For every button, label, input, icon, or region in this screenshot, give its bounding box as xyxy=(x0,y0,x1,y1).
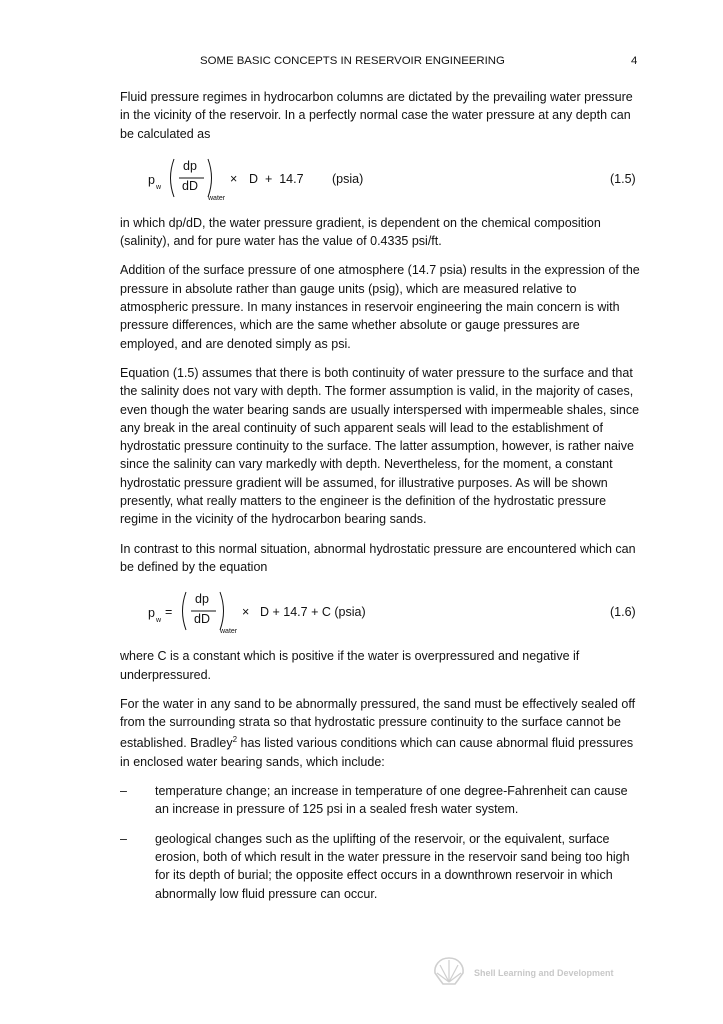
eq15-water-subscript: water xyxy=(208,194,226,202)
page-header xyxy=(0,55,723,71)
eq16-w-subscript: w xyxy=(156,617,162,625)
list-item-text: temperature change; an increase in temperature of one degree-Fahrenheit can cause an increase in pressure of 125 psi in a sealed fresh water system. xyxy=(155,784,628,817)
conditions-list xyxy=(120,782,640,903)
eq16-number: (1.6) xyxy=(610,605,636,620)
page-footer xyxy=(432,956,642,988)
paragraph-7-text: For the water in any sand to be abnormally pressured, the sand must be effectively sealed off from the surrounding strata so that hydrostatic pressure continuity to the surface cannot be established. Bradley xyxy=(120,696,636,751)
eq15-numerator: dp xyxy=(183,158,197,173)
paragraph-1: Fluid pressure regimes in hydrocarbon columns are dictated by the prevailing water pressure in the vicinity of the reservoir. In a perfectly normal case the water pressure at any depth can be calculated as xyxy=(120,90,633,141)
eq15-terms: D + 14.7 xyxy=(249,171,304,186)
list-dash: – xyxy=(120,784,127,799)
page-body xyxy=(120,88,640,914)
list-item xyxy=(120,782,640,819)
eq15-denominator: dD xyxy=(182,178,198,193)
eq15-p: p xyxy=(148,172,155,187)
eq15-times: × xyxy=(230,171,238,186)
eq15-w-subscript: w xyxy=(156,183,162,191)
eq16-equals: = xyxy=(165,605,173,620)
list-dash: – xyxy=(120,831,127,846)
eq15-unit: (psia) xyxy=(332,171,364,186)
paragraph-7 xyxy=(120,695,640,771)
eq16-water-subscript: water xyxy=(220,628,238,636)
paragraph-4: Equation (1.5) assumes that there is both continuity of water pressure to the surface and that the salinity does not vary with depth. The former assumption is valid, in the majority of cases, even though the water bearing sands are usually interspersed with impermeable shales, since any break in the areal continuity of such apparent seals will lead to the establishment of hydrostatic pressure continuity to the surface. The latter assumption, however, is rather naive since the salinity can vary markedly with depth. Nevertheless, for the moment, a constant hydrostatic pressure gradient will be assumed, for illustrative purposes. As will be shown presently, what really matters to the engineer is the definition of the hydrostatic pressure regime in the vicinity of the hydrocarbon bearing sands. xyxy=(120,365,640,527)
citation-superscript: 2 xyxy=(232,735,238,745)
eq15-number: (1.5) xyxy=(610,171,636,186)
eq16-times: × xyxy=(242,605,250,620)
paragraph-6: where C is a constant which is positive if the water is overpressured and negative if underpressured. xyxy=(120,649,580,682)
shell-logo-icon xyxy=(432,956,466,986)
eq16-p: p xyxy=(148,606,155,621)
paragraph-2: in which dp/dD, the water pressure gradient, is dependent on the chemical composition (salinity), and for pure water has the value of 0.4335 psi/ft. xyxy=(120,215,601,249)
list-item-text: geological changes such as the uplifting of the reservoir, or the equivalent, surface erosion, both of which result in the water pressure in the reservoir sand being too high for its depth of burial; the opposite effect occurs in a downthrown reservoir in which abnormally low fluid pressure can occur. xyxy=(155,831,630,901)
eq16-numerator: dp xyxy=(195,592,209,607)
equation-1-6 xyxy=(120,587,640,635)
running-title: SOME BASIC CONCEPTS IN RESERVOIR ENGINEERING xyxy=(200,55,505,67)
list-item xyxy=(120,830,640,903)
footer-text: Shell Learning and Development xyxy=(474,968,614,978)
paragraph-5: In contrast to this normal situation, abnormal hydrostatic pressure are encountered which can be defined by the equation xyxy=(120,541,636,574)
paragraph-7-text-cont: has listed various conditions which can cause abnormal fluid pressures in enclosed water bearing sands, which include: xyxy=(120,736,634,769)
paragraph-3: Addition of the surface pressure of one atmosphere (14.7 psia) results in the expression of the pressure in absolute rather than gauge units (psig), which are measured relative to atmospheric pressure. In many instances in reservoir engineering the main concern is with pressure differences, which are the same whether absolute or gauge pressures are employed, and are denoted simply as psi. xyxy=(120,263,640,351)
eq16-terms: D + 14.7 + C (psia) xyxy=(260,605,366,620)
eq16-denominator: dD xyxy=(194,612,210,627)
equation-1-5 xyxy=(120,154,640,202)
page-number: 4 xyxy=(631,55,638,67)
